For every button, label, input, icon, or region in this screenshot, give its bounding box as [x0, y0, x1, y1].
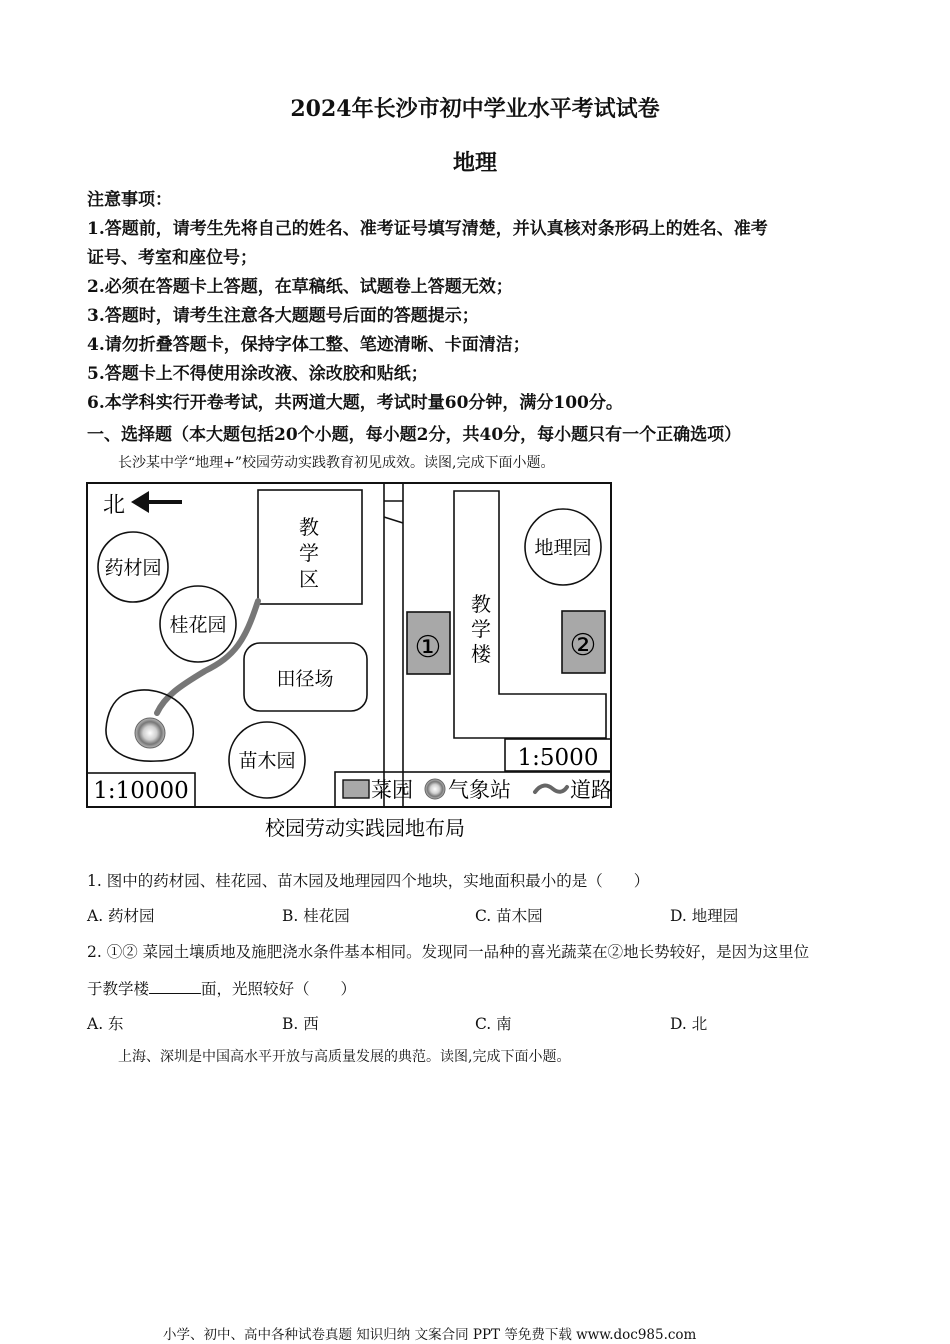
question-2-stem: 2. ①② 菜园土壤质地及施肥浇水条件基本相同。发现同一品种的喜光蔬菜在②地长势较好，是因为这里位	[87, 943, 810, 961]
exam-title: 2024年长沙市初中学业水平考试试卷	[290, 96, 660, 122]
north-arrow-icon	[131, 491, 182, 513]
legend-vegetable-swatch	[343, 780, 369, 798]
section-heading: 一、选择题（本大题包括20个小题，每小题2分，共40分，每小题只有一个正确选项）	[87, 425, 742, 445]
question-2-option-d[interactable]: D. 北	[670, 1015, 708, 1033]
teaching-area-label: 区	[299, 567, 319, 591]
notice-item: 6.本学科实行开卷考试，共两道大题，考试时量60分钟，满分100分。	[87, 393, 623, 413]
north-label: 北	[103, 493, 126, 518]
plot-1-label: ①	[414, 630, 442, 665]
notice-block	[87, 186, 867, 418]
legend-weather-icon	[425, 779, 445, 799]
question-1-option-d[interactable]: D. 地理园	[670, 907, 739, 925]
teaching-area-label: 学	[299, 541, 319, 565]
question-1-stem: 1. 图中的药材园、桂花园、苗木园及地理园四个地块，实地面积最小的是（ ）	[87, 872, 650, 890]
guihua-garden-label: 桂花园	[169, 614, 227, 636]
question-2-option-b[interactable]: B. 西	[282, 1015, 319, 1033]
legend-road-label: 道路	[570, 778, 612, 802]
notice-item: 3.答题时，请考生注意各大题题号后面的答题提示；	[87, 306, 479, 326]
divider-line	[384, 517, 403, 523]
teaching-building-label: 学	[471, 617, 491, 641]
notice-item: 证号、考室和座位号；	[87, 248, 257, 268]
intro-text: 长沙某中学“地理+”校园劳动实践教育初见成效。读图,完成下面小题。	[118, 455, 555, 471]
yaocai-garden-label: 药材园	[104, 557, 162, 579]
question-2-stem-part: 于教学楼	[87, 980, 150, 998]
plot-2-label: ②	[569, 628, 597, 663]
question-1-option-c[interactable]: C. 苗木园	[475, 907, 543, 925]
question-2-option-a[interactable]: A. 东	[87, 1015, 124, 1033]
legend-weather-label: 气象站	[448, 778, 511, 802]
scale-right: 1:5000	[517, 745, 599, 771]
miaomu-garden-label: 苗木园	[238, 750, 296, 772]
question-1-option-a[interactable]: A. 药材园	[87, 907, 155, 925]
question-1-option-b[interactable]: B. 桂花园	[282, 907, 350, 925]
question-2-stem-line2	[87, 977, 356, 999]
notice-item: 1.答题前，请考生先将自己的姓名、准考证号填写清楚，并认真核对条形码上的姓名、准考	[87, 219, 768, 239]
legend-vegetable-label: 菜园	[371, 778, 413, 802]
map-caption: 校园劳动实践园地布局	[265, 816, 465, 840]
question-2-stem-part: 面，光照较好（ ）	[201, 980, 357, 998]
subject-title: 地理	[452, 150, 497, 176]
scale-left: 1:10000	[93, 778, 189, 804]
dili-garden-label: 地理园	[534, 537, 592, 559]
page-footer: 小学、初中、高中各种试卷真题 知识归纳 文案合同 PPT 等免费下载 www.doc985.com	[163, 1327, 697, 1343]
teaching-building-label: 楼	[471, 642, 491, 666]
campus-map	[85, 481, 615, 845]
legend-road-icon	[535, 786, 567, 792]
notice-heading: 注意事项：	[87, 190, 172, 210]
notice-item: 5.答题卡上不得使用涂改液、涂改胶和贴纸；	[87, 364, 428, 384]
question-2-option-c[interactable]: C. 南	[475, 1015, 512, 1033]
notice-item: 2.必须在答题卡上答题，在草稿纸、试题卷上答题无效；	[87, 277, 513, 297]
intro-text-2: 上海、深圳是中国高水平开放与高质量发展的典范。读图,完成下面小题。	[118, 1049, 571, 1065]
track-field-label: 田径场	[276, 668, 334, 690]
notice-item: 4.请勿折叠答题卡，保持字体工整、笔迹清晰、卡面清洁；	[87, 335, 530, 355]
answer-blank	[149, 979, 201, 994]
teaching-area-label: 教	[299, 515, 319, 539]
teaching-building-label: 教	[471, 592, 491, 616]
weather-station-icon	[135, 718, 165, 748]
